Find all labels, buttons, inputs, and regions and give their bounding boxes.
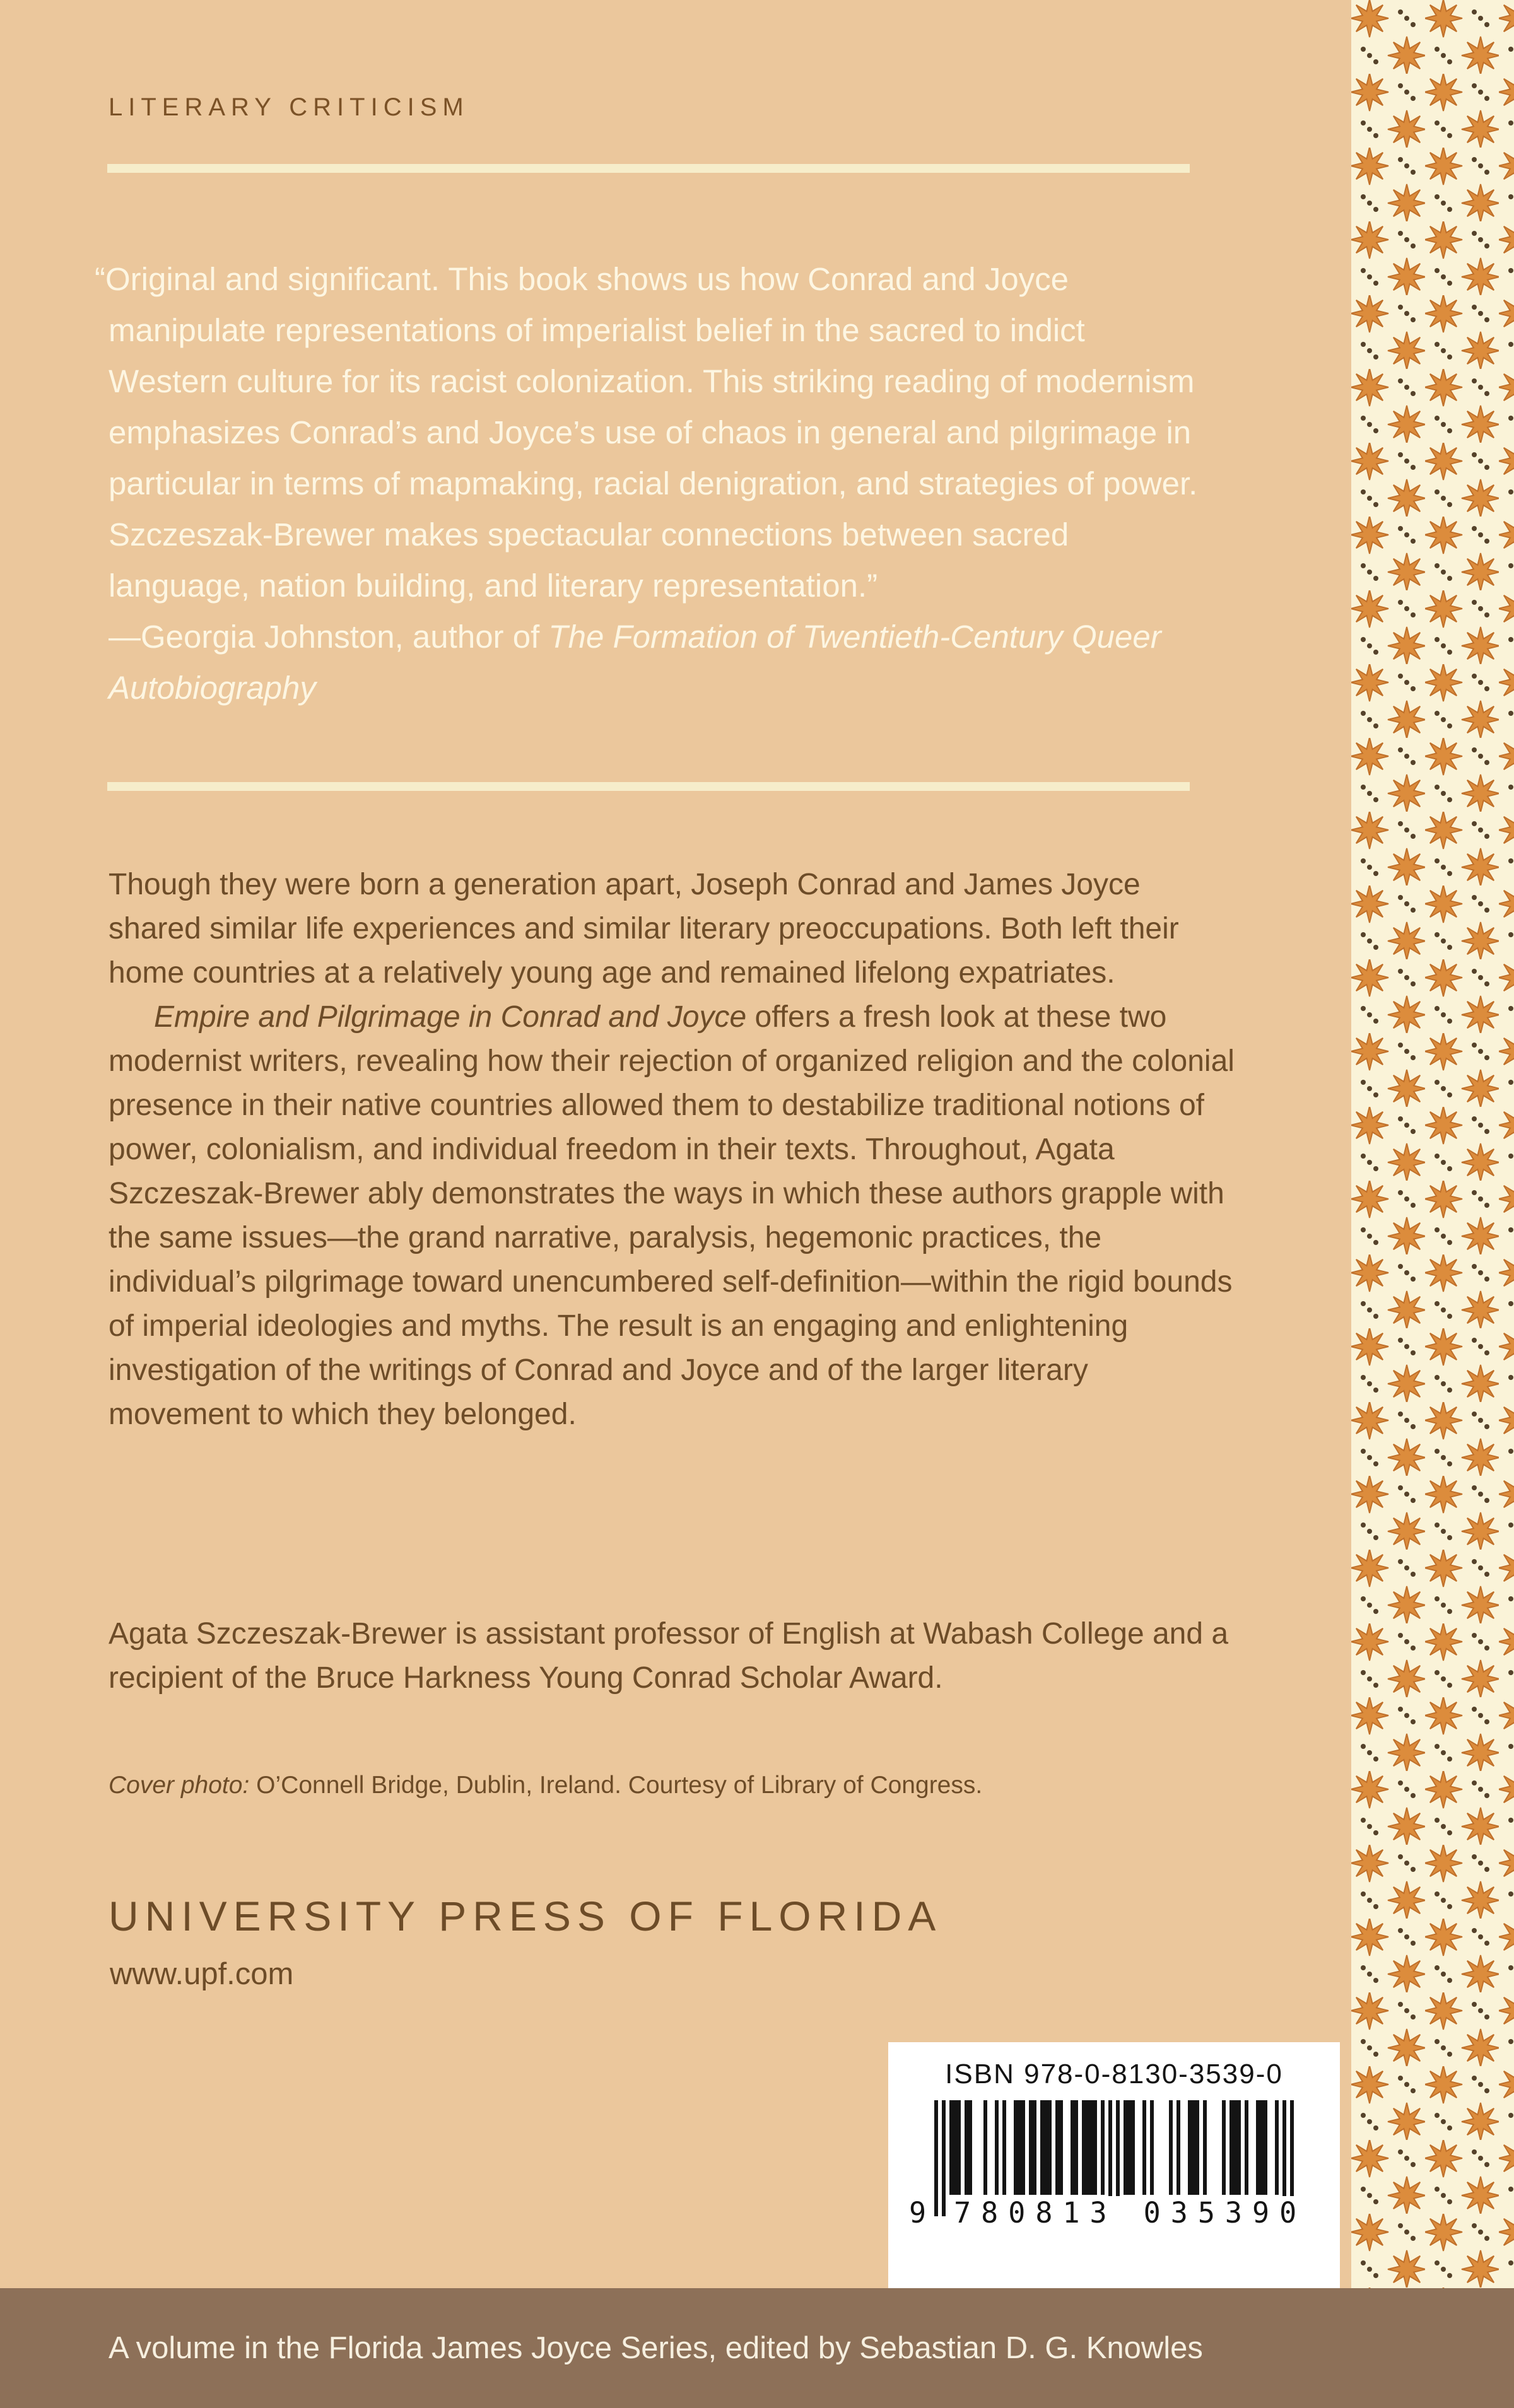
divider-top xyxy=(107,164,1190,173)
star-pattern-strip xyxy=(1351,0,1514,2288)
cover-photo-label: Cover photo: xyxy=(109,1772,250,1799)
attribution-work-title: The Formation of Twentieth-Century Queer Autobiography xyxy=(109,619,1161,706)
publisher-website: www.upf.com xyxy=(110,1957,294,1991)
synopsis-paragraph-2-text: offers a fresh look at these two modernist writers, revealing how their rejection of organized religion and the colonial presence in their native countries allowed them to destabilize traditional notions of power, colonialism, and individual freedom in their texts. Throughout, Agata Szczeszak-Brewer ably demonstrates the ways in which these authors grapple with the same issues—the grand narrative, paralysis, hegemonic practices, the individual’s pilgrimage toward unencumbered self-definition—within the rigid bounds of imperial ideologies and myths. The result is an engaging and enlightening investigation of the writings of Conrad and Joyce and of the larger literary movement to which they belonged. xyxy=(109,1000,1235,1431)
isbn-label: ISBN 978-0-8130-3539-0 xyxy=(945,2059,1283,2089)
synopsis xyxy=(109,863,1238,1437)
category-label: LITERARY CRITICISM xyxy=(109,93,469,121)
book-title-italic: Empire and Pilgrimage in Conrad and Joyce xyxy=(154,1000,747,1034)
barcode-digits xyxy=(909,2196,1307,2230)
review-quote xyxy=(95,254,1206,713)
attribution-prefix: —Georgia Johnston, author of xyxy=(109,619,549,655)
cover-photo-text: O’Connell Bridge, Dublin, Ireland. Courtesy of Library of Congress. xyxy=(249,1772,983,1799)
barcode-digit-first: 9 xyxy=(909,2196,927,2230)
series-footer xyxy=(0,2288,1514,2408)
publisher-name: UNIVERSITY PRESS OF FLORIDA xyxy=(109,1893,942,1939)
isbn-box xyxy=(888,2042,1340,2288)
synopsis-paragraph-1: Though they were born a generation apart, Joseph Conrad and James Joyce shared similar life experiences and similar literary preoccupations. Both left their home countries at a relatively young age and remained lifelong expatriates. xyxy=(109,868,1179,990)
author-bio: Agata Szczeszak-Brewer is assistant professor of English at Wabash College and a recipient of the Bruce Harkness Young Conrad Scholar Award. xyxy=(109,1617,1229,1695)
quote-text: “Original and significant. This book shows us how Conrad and Joyce manipulate representations of imperialist belief in the sacred to indict Western culture for its racist colonization. This striking reading of modernism emphasizes Conrad’s and Joyce’s use of chaos in general and pilgrimage in particular in terms of mapmaking, racial denigration, and strategies of power. Szczeszak-Brewer makes spectacular connections between sacred language, nation building, and literary representation.” xyxy=(95,261,1198,604)
cover-photo-credit xyxy=(109,1768,1238,1803)
barcode-wrap xyxy=(909,2100,1307,2230)
barcode-digit-group2: 035390 xyxy=(1139,2196,1312,2230)
barcode-digit-group1: 780813 xyxy=(949,2196,1122,2230)
divider-bottom xyxy=(107,782,1190,791)
quote-attribution xyxy=(109,611,1206,713)
synopsis-paragraph-2 xyxy=(109,995,1238,1437)
series-note: A volume in the Florida James Joyce Series, edited by Sebastian D. G. Knowles xyxy=(109,2331,1203,2365)
